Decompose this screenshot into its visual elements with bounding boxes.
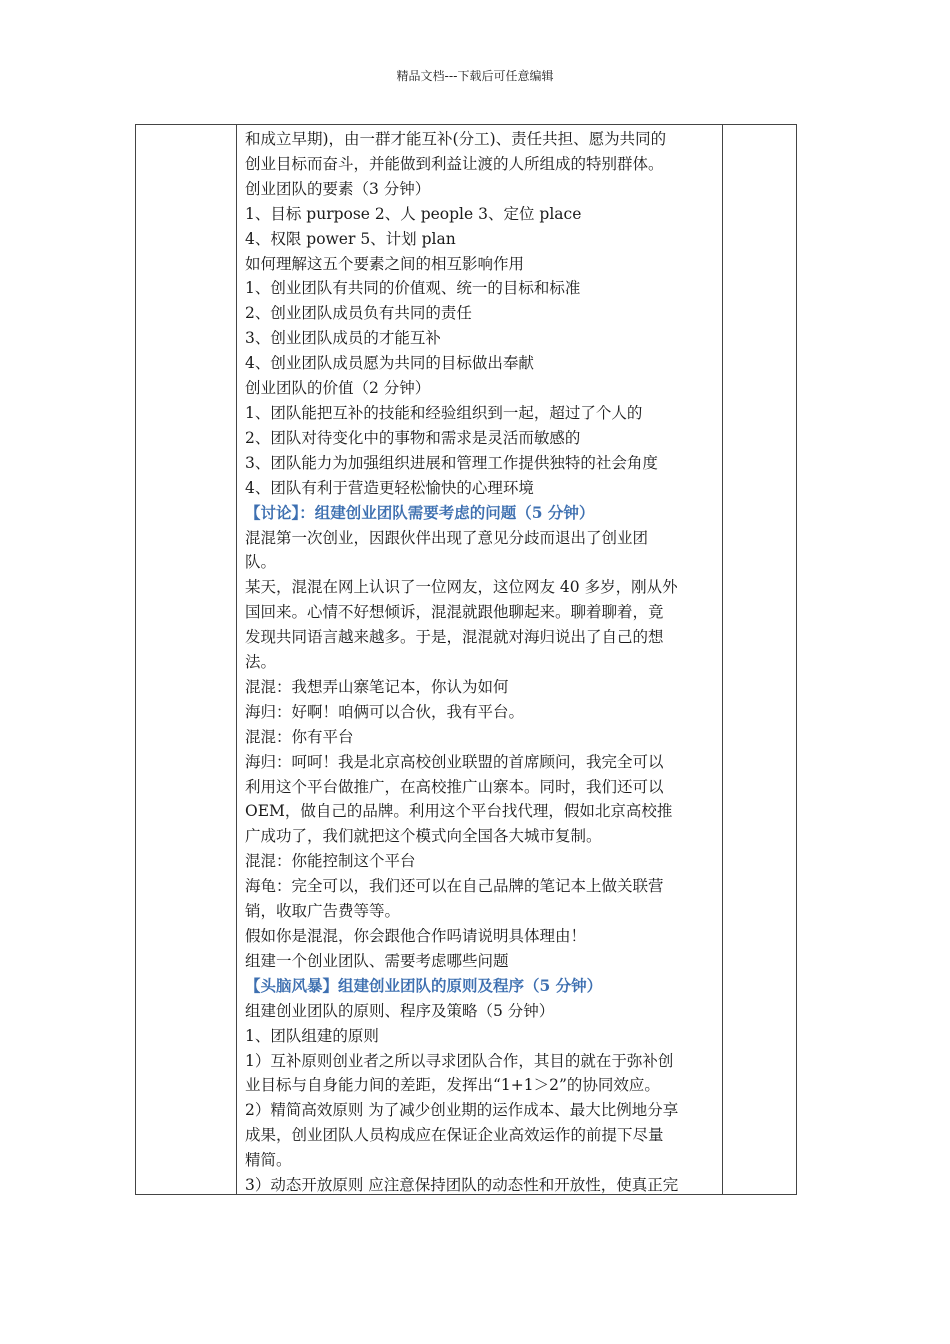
text-line: 某天，混混在网上认识了一位网友，这位网友 40 多岁，刚从外 <box>245 578 678 597</box>
text-line: 和成立早期)，由一群才能互补(分工)、责任共担、愿为共同的 <box>245 130 667 148</box>
text-line: 队。 <box>245 553 277 572</box>
text-line: 海归：好啊！咱俩可以合伙，我有平台。 <box>245 702 525 721</box>
text-line: 混混：我想弄山寨笔记本，你认为如何 <box>245 677 509 696</box>
text-line: 1）互补原则创业者之所以寻求团队合作，其目的就在于弥补创 <box>245 1051 674 1070</box>
section-heading-line: 【讨论】：组建创业团队需要考虑的问题（5 分钟） <box>245 502 595 522</box>
text-line: 1、目标 purpose 2、人 people 3、定位 place <box>245 204 582 223</box>
text-line: 销，收取广告费等等。 <box>245 902 401 921</box>
text-line: 2）精简高效原则 为了减少创业期的运作成本、最大比例地分享 <box>245 1101 679 1120</box>
text-line: 混混：你能控制这个平台 <box>245 852 416 871</box>
page-header: 精品文档---下载后可任意编辑 <box>396 69 554 83</box>
text-line: 1、创业团队有共同的价值观、统一的目标和标准 <box>245 279 581 298</box>
text-line: 3、创业团队成员的才能互补 <box>245 329 441 348</box>
text-line: 4、权限 power 5、计划 plan <box>245 229 456 248</box>
text-line: OEM，做自己的品牌。利用这个平台找代理，假如北京高校推 <box>245 802 673 821</box>
text-line: 创业团队的价值（2 分钟） <box>245 379 431 398</box>
text-line: 假如你是混混，你会跟他合作吗请说明具体理由！ <box>245 927 587 945</box>
text-line: 3）动态开放原则 应注意保持团队的动态性和开放性，使真正完 <box>245 1176 679 1195</box>
text-line: 混混第一次创业，因跟伙伴出现了意见分歧而退出了创业团 <box>245 528 649 547</box>
table-column-divider-left <box>236 125 237 1194</box>
text-line: 广成功了，我们就把这个模式向全国各大城市复制。 <box>245 827 602 846</box>
text-line: 业目标与自身能力间的差距，发挥出“1+1＞2”的协同效应。 <box>245 1076 660 1095</box>
text-line: 国回来。心情不好想倾诉，混混就跟他聊起来。聊着聊着，竟 <box>245 603 664 622</box>
text-line: 海归：呵呵！我是北京高校创业联盟的首席顾问，我完全可以 <box>245 752 664 771</box>
text-line: 海龟：完全可以，我们还可以在自己品牌的笔记本上做关联营 <box>245 877 664 896</box>
text-line: 利用这个平台做推广，在高校推广山寨本。同时，我们还可以 <box>245 777 664 796</box>
text-line: 法。 <box>245 653 277 672</box>
text-line: 组建一个创业团队、需要考虑哪些问题 <box>245 951 509 970</box>
table-content-cell <box>245 127 721 1198</box>
text-line: 创业目标而奋斗，并能做到利益让渡的人所组成的特别群体。 <box>245 154 664 173</box>
text-line: 4、创业团队成员愿为共同的目标做出奉献 <box>245 354 534 373</box>
text-line: 成果，创业团队人员构成应在保证企业高效运作的前提下尽量 <box>245 1126 664 1145</box>
text-line: 3、团队能力为加强组织进展和管理工作提供独特的社会角度 <box>245 453 658 472</box>
table-column-divider-right <box>722 125 723 1194</box>
text-line: 精简。 <box>245 1151 292 1170</box>
text-line: 2、创业团队成员负有共同的责任 <box>245 304 472 323</box>
text-line: 2、团队对待变化中的事物和需求是灵活而敏感的 <box>245 428 581 447</box>
section-heading-line: 【头脑风暴】组建创业团队的原则及程序（5 分钟） <box>245 975 603 995</box>
text-line: 混混：你有平台 <box>245 727 354 746</box>
text-line: 组建创业团队的原则、程序及策略（5 分钟） <box>245 1001 555 1020</box>
text-line: 发现共同语言越来越多。于是，混混就对海归说出了自己的想 <box>245 628 664 647</box>
text-line: 1、团队组建的原则 <box>245 1026 379 1045</box>
text-line: 4、团队有利于营造更轻松愉快的心理环境 <box>245 478 534 497</box>
text-line: 1、团队能把互补的技能和经验组织到一起，超过了个人的 <box>245 403 643 422</box>
text-line: 如何理解这五个要素之间的相互影响作用 <box>245 254 525 273</box>
text-line: 创业团队的要素（3 分钟） <box>245 179 431 198</box>
